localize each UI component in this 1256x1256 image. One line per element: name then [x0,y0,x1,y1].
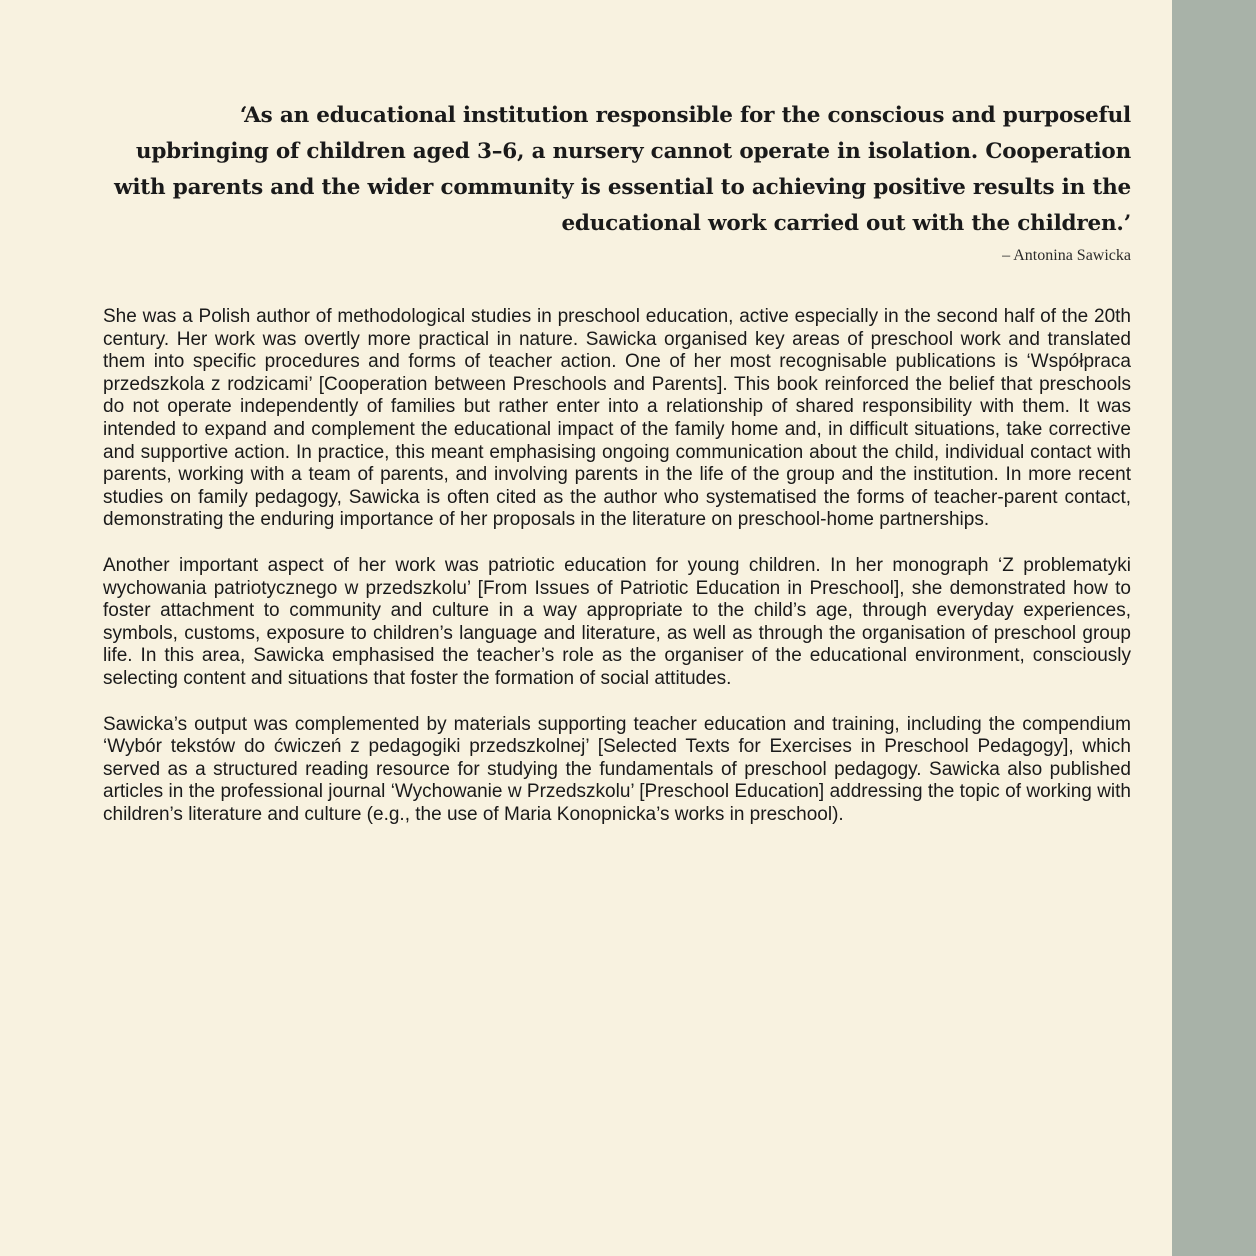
body-paragraph-3: Sawicka’s output was complemented by materials supporting teacher education and training, including the compendium ‘Wybór tekstów do ćwiczeń z pedagogiki przedszkolnej’ [Selected Texts for Exercises in Preschool Pedagogy], which served as a structured reading resource for studying the fundamentals of preschool pedagogy. Sawicka also published articles in the professional journal ‘Wychowanie w Przedszkolu’ [Preschool Education] addressing the topic of working with children’s literature and culture (e.g., the use of Maria Konopnicka’s works in preschool). [103,713,1131,825]
page-content [103,98,1131,849]
side-strip [1172,0,1256,1256]
pull-quote: ‘As an educational institution responsible for the conscious and purposeful upbringing of children aged 3–6, a nursery cannot operate in isolation. Cooperation with parents and the wider community is essential to achieving positive results in the educational work carried out with the children.’ [114,103,1131,236]
body-text [103,306,1131,826]
quote-attribution: – Antonina Sawicka [1002,247,1131,264]
body-paragraph-2: Another important aspect of her work was patriotic education for young children. In her monograph ‘Z problematyki wychowania patriotycznego w przedszkolu’ [From Issues of Patriotic Education in Preschool], she demonstrated how to foster attachment to community and culture in a way appropriate to the child’s age, through everyday experiences, symbols, customs, exposure to children’s language and literature, as well as through the organisation of preschool group life. In this area, Sawicka emphasised the teacher’s role as the organiser of the educational environment, consciously selecting content and situations that foster the formation of social attitudes. [103,554,1131,689]
body-paragraph-1: She was a Polish author of methodological studies in preschool education, active especially in the second half of the 20th century. Her work was overtly more practical in nature. Sawicka organised key areas of preschool work and translated them into specific procedures and forms of teacher action. One of her most recognisable publications is ‘Współpraca przedszkola z rodzicami’ [Cooperation between Preschools and Parents]. This book reinforced the belief that preschools do not operate independently of families but rather enter into a relationship of shared responsibility with them. It was intended to expand and complement the educational impact of the family home and, in difficult situations, take corrective and supportive action. In practice, this meant emphasising ongoing communication about the child, individual contact with parents, working with a team of parents, and involving parents in the life of the group and the institution. In more recent studies on family pedagogy, Sawicka is often cited as the author who systematised the forms of teacher-parent contact, demonstrating the enduring importance of her proposals in the literature on preschool-home partnerships. [103,306,1131,531]
